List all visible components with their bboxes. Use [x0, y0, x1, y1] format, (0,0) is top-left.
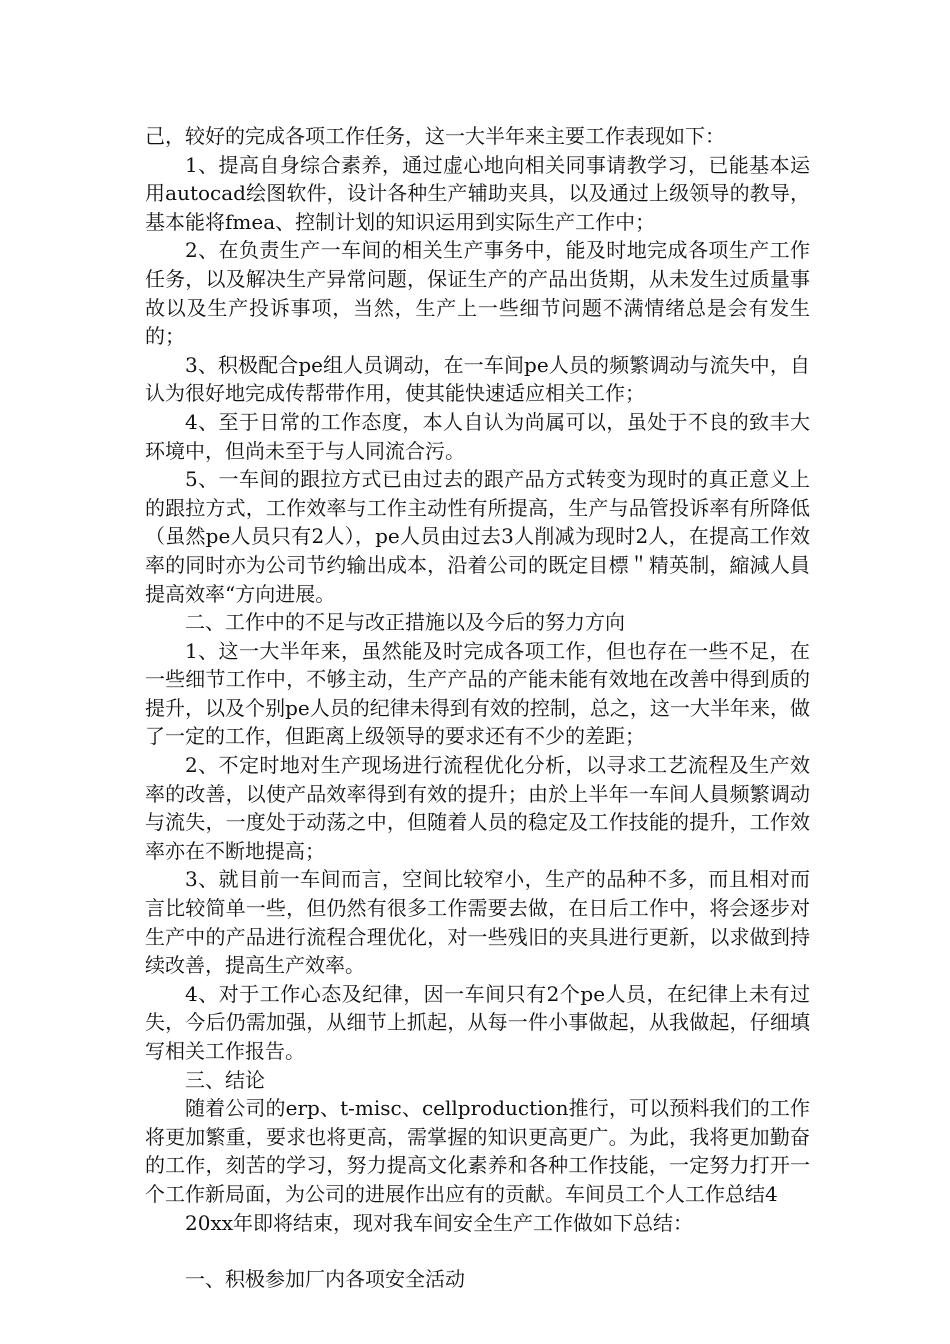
paragraph-item-5: 5、一车间的跟拉方式已由过去的跟产品方式转变为现时的真正意义上的跟拉方式，工作效率与工作主动性有所提高，生产与品管投诉率有所降低（虽然pe人员只有2人），pe人员由过去3人削减为现时2人，在提高工作效率的同时亦为公司节约输出成本，沿着公司的既定目標＂精英制，縮減人員提高效率“方向进展。	[145, 467, 810, 606]
paragraph-item-1: 1、提高自身综合素养，通过虚心地向相关同事请教学习，已能基本运用autocad绘图软件，设计各种生产辅助夹具，以及通过上级领导的教导，基本能将fmea、控制计划的知识运用到实际生产工作中；	[145, 152, 810, 234]
section-heading-2: 二、工作中的不足与改正措施以及今后的努力方向	[185, 610, 625, 635]
paragraph-item-2: 2、在负责生产一车间的相关生产事务中，能及时地完成各项生产工作任务，以及解决生产异常问题，保证生产的产品出货期，从未发生过质量事故以及生产投诉事项，当然，生产上一些细节问题不满情绪总是会有发生的；	[145, 238, 810, 349]
paragraph-shortfall-4: 4、对于工作心态及纪律，因一车间只有2个pe人员，在纪律上未有过失，今后仍需加强，从细节上抓起，从每一件小事做起，从我做起，仔细填写相关工作报告。	[145, 981, 810, 1063]
paragraph-shortfall-2: 2、不定时地对生产现场进行流程优化分析，以寻求工艺流程及生产效率的改善，以使产品效率得到有效的提升；由於上半年一车间人員频繁调动与流失，一度处于动荡之中，但随着人员的稳定及工作技能的提升，工作效率亦在不断地提高；	[145, 753, 810, 863]
paragraph-item-3: 3、积极配合pe组人员调动，在一车间pe人员的频繁调动与流失中，自认为很好地完成传帮带作用，使其能快速适应相关工作；	[145, 352, 810, 406]
section-heading-3: 三、结论	[185, 1067, 265, 1092]
blank-line	[145, 1237, 810, 1265]
paragraph-intro: 己，较好的完成各项工作任务，这一大半年来主要工作表现如下：	[145, 124, 725, 148]
document-body	[145, 122, 810, 1294]
paragraph-summary-intro: 20xx年即将结束，现对我车间安全生产工作做如下总结：	[185, 1210, 694, 1235]
paragraph-item-4: 4、至于日常的工作态度，本人自认为尚属可以，虽处于不良的致丰大环境中，但尚未至于与人同流合污。	[145, 409, 810, 463]
paragraph-shortfall-3: 3、就目前一车间而言，空间比较窄小，生产的品种不多，而且相对而言比较简单一些，但仍然有很多工作需要去做，在日后工作中，将会逐步对生产中的产品进行流程合理优化，对一些残旧的夹具进行更新，以求做到持续改善，提高生产效率。	[145, 867, 810, 978]
section-heading-safety: 一、积极参加厂内各项安全活动	[185, 1267, 465, 1292]
paragraph-conclusion: 随着公司的erp、t-misc、cellproduction推行，可以预料我们的工作将更加繁重，要求也将更高，需掌握的知识更高更广。为此，我将更加勤奋的工作，刻苦的学习，努力提高文化素养和各种工作技能，一定努力打开一个工作新局面，为公司的进展作出应有的贡献。车间员工个人工作总结4	[145, 1096, 810, 1206]
paragraph-shortfall-1: 1、这一大半年来，虽然能及时完成各项工作，但也存在一些不足，在一些细节工作中，不够主动，生产产品的产能未能有效地在改善中得到质的提升，以及个别pe人员的纪律未得到有效的控制，总之，这一大半年来，做了一定的工作，但距离上级领导的要求还有不少的差距；	[145, 638, 810, 749]
